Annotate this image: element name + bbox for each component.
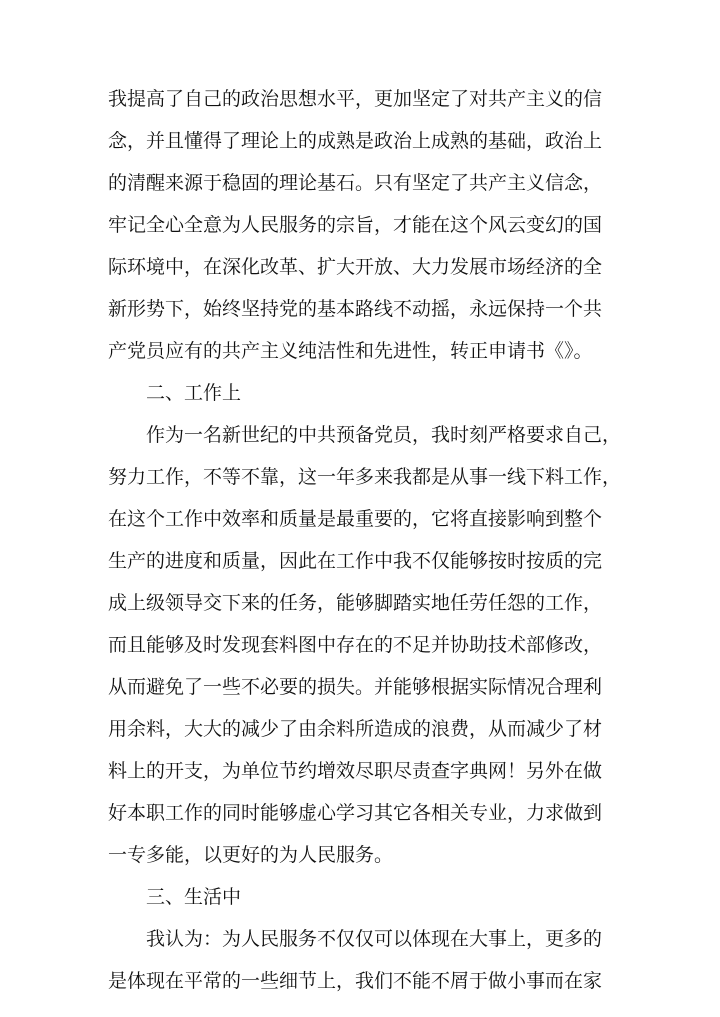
text-line: 料上的开支，为单位节约增效尽职尽责查字典网！另外在做	[108, 760, 603, 782]
text-line: 从而避免了一些不必要的损失。并能够根据实际情况合理利	[108, 676, 603, 698]
text-line: 一专多能，以更好的为人民服务。	[108, 844, 394, 866]
text-line: 际环境中，在深化改革、扩大开放、大力发展市场经济的全	[108, 256, 603, 278]
text-line: 成上级领导交下来的任务，能够脚踏实地任劳任怨的工作，	[108, 592, 603, 614]
text-line: 生产的进度和质量，因此在工作中我不仅能够按时按质的完	[108, 550, 603, 572]
text-line: 产党员应有的共产主义纯洁性和先进性，转正申请书《》。	[108, 340, 593, 362]
text-line: 是体现在平常的一些细节上，我们不能不屑于做小事而在家	[108, 970, 603, 992]
text-line: 的清醒来源于稳固的理论基石。只有坚定了共产主义信念，	[108, 172, 603, 194]
text-line: 我认为：为人民服务不仅仅可以体现在大事上，更多的	[146, 928, 603, 950]
text-line: 牢记全心全意为人民服务的宗旨，才能在这个风云变幻的国	[108, 214, 603, 236]
text-line: 我提高了自己的政治思想水平，更加坚定了对共产主义的信	[108, 88, 603, 110]
text-line: 作为一名新世纪的中共预备党员，我时刻严格要求自己，	[146, 424, 622, 446]
section-heading: 二、工作上	[146, 382, 242, 404]
text-line: 念，并且懂得了理论上的成熟是政治上成熟的基础，政治上	[108, 130, 603, 152]
text-line: 努力工作，不等不靠，这一年多来我都是从事一线下料工作，	[108, 466, 622, 488]
text-line: 新形势下，始终坚持党的基本路线不动摇，永远保持一个共	[108, 298, 603, 320]
text-line: 用余料，大大的减少了由余料所造成的浪费，从而减少了材	[108, 718, 603, 740]
text-line: 好本职工作的同时能够虚心学习其它各相关专业，力求做到	[108, 802, 603, 824]
text-line: 而且能够及时发现套料图中存在的不足并协助技术部修改，	[108, 634, 603, 656]
text-line: 在这个工作中效率和质量是最重要的，它将直接影响到整个	[108, 508, 603, 530]
section-heading: 三、生活中	[146, 886, 242, 908]
